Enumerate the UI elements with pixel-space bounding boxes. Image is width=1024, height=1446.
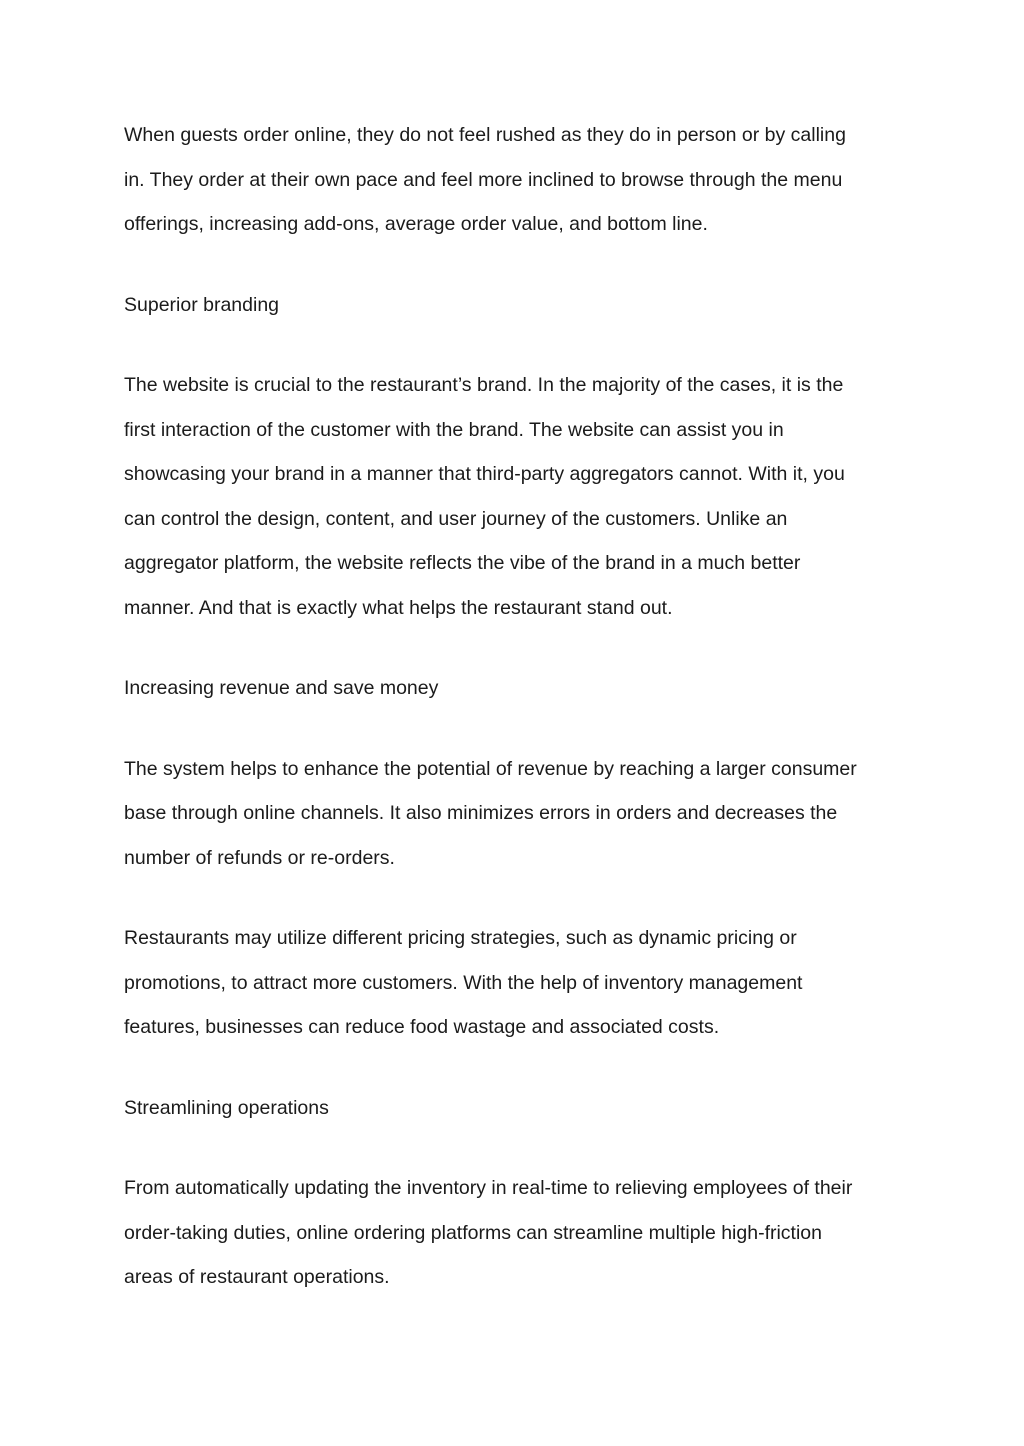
heading-streamlining-operations (124, 1086, 914, 1131)
text-line: areas of restaurant operations. (124, 1266, 390, 1288)
text-line: base through online channels. It also minimizes errors in orders and decreases the (124, 802, 838, 824)
text-line: The system helps to enhance the potential of revenue by reaching a larger consumer (124, 757, 857, 780)
text-line: promotions, to attract more customers. With the help of inventory management (124, 971, 803, 994)
text-line: order-taking duties, online ordering platforms can streamline multiple high-friction (124, 1221, 823, 1244)
paragraph-spacer (124, 327, 914, 363)
paragraph-pricing-strategies (124, 916, 914, 1050)
paragraph-spacer (124, 247, 914, 283)
document-body (124, 113, 914, 1300)
text-line: showcasing your brand in a manner that third-party aggregators cannot. With it, you (124, 463, 845, 485)
paragraph-spacer (124, 711, 914, 747)
text-line: first interaction of the customer with the brand. The website can assist you in (124, 418, 784, 441)
paragraph-website-brand (124, 363, 914, 630)
text-line: Restaurants may utilize different pricing strategies, such as dynamic pricing or (124, 927, 797, 949)
text-line: can control the design, content, and user journey of the customers. Unlike an (124, 507, 788, 530)
paragraph-spacer (124, 880, 914, 916)
paragraph-streamline-operations (124, 1166, 914, 1300)
section-heading: Increasing revenue and save money (124, 677, 439, 699)
section-heading: Streamlining operations (124, 1096, 329, 1119)
section-heading: Superior branding (124, 293, 280, 316)
text-line: When guests order online, they do not feel rushed as they do in person or by calling (124, 124, 846, 146)
paragraph-spacer (124, 630, 914, 666)
text-line: in. They order at their own pace and feel more inclined to browse through the menu (124, 168, 843, 191)
text-line: The website is crucial to the restaurant’s brand. In the majority of the cases, it is the (124, 374, 844, 396)
paragraph-spacer (124, 1130, 914, 1166)
text-line: features, businesses can reduce food wastage and associated costs. (124, 1016, 720, 1038)
paragraph-online-ordering-pace (124, 113, 914, 247)
text-line: offerings, increasing add-ons, average order value, and bottom line. (124, 213, 708, 235)
heading-increasing-revenue (124, 666, 914, 711)
paragraph-spacer (124, 1050, 914, 1086)
text-line: aggregator platform, the website reflects the vibe of the brand in a much better (124, 552, 801, 574)
paragraph-revenue-potential (124, 747, 914, 881)
heading-superior-branding (124, 283, 914, 328)
text-line: manner. And that is exactly what helps the restaurant stand out. (124, 596, 673, 619)
text-line: number of refunds or re-orders. (124, 846, 395, 869)
text-line: From automatically updating the inventory in real-time to relieving employees of their (124, 1177, 853, 1199)
